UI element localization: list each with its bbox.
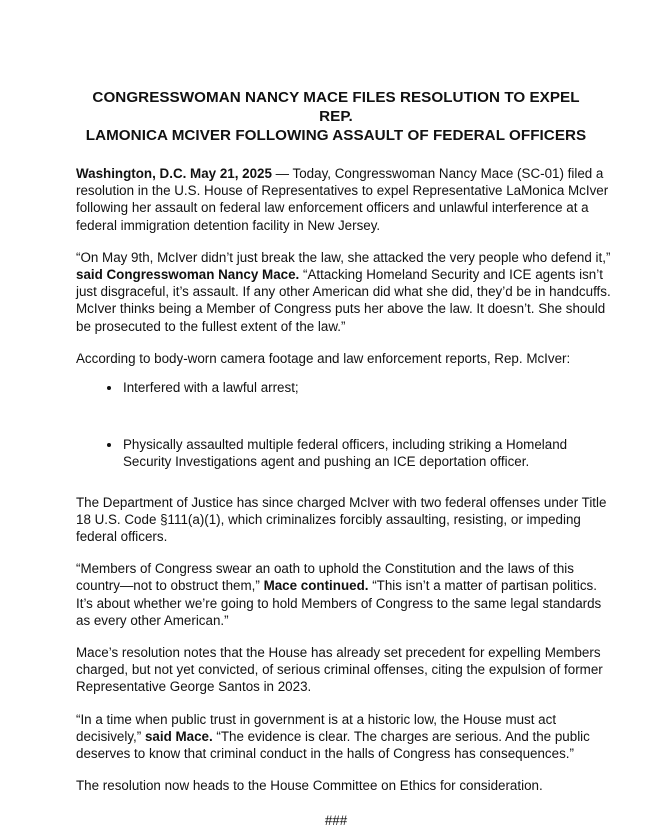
quote3-line-2-text: “The evidence is clear. The charges are serious. And the public (212, 728, 590, 744)
quote3-attribution: said Mace. (144, 728, 213, 744)
doj-paragraph (76, 494, 607, 546)
bullet-2-line-2: Security Investigations agent and pushing an ICE deportation officer. (123, 454, 530, 470)
quote3-line-2 (76, 728, 596, 745)
quote2-line-3: It’s about whether we’re going to hold Members of Congress to the same legal standards (76, 595, 602, 611)
doj-line-1: The Department of Justice has since charged McIver with two federal offenses under Title (76, 494, 607, 510)
quote1-line-4: McIver thinks being a Member of Congress puts her above the law. It doesn’t. She should (76, 301, 606, 317)
precedent-paragraph (76, 644, 603, 696)
evidence-list (76, 379, 596, 471)
quote3-line-1: “In a time when public trust in government is at a historic low, the House must act (76, 711, 557, 727)
closing-paragraph: The resolution now heads to the House Committee on Ethics for consideration. (76, 778, 543, 794)
end-mark: ### (324, 813, 348, 829)
quote1-line-3: just disgraceful, it’s assault. If any other American did what she did, they’d be in handcuffs. (76, 284, 611, 300)
intro-line-1 (76, 165, 604, 182)
quote1-line-5: be prosecuted to the fullest extent of the law.” (76, 318, 346, 334)
precedent-line-3: Representative George Santos in 2023. (76, 679, 312, 695)
quote-paragraph-1 (76, 249, 611, 335)
quote1-attribution: said Congresswoman Nancy Mace. (76, 267, 300, 283)
quote2-line-1: “Members of Congress swear an oath to uphold the Constitution and the laws of this (76, 561, 574, 577)
bullet-1-line-1: Interfered with a lawful arrest; (123, 380, 299, 396)
intro-line-3: following her assault on federal law enforcement officers and unlawful interference at a (76, 200, 589, 216)
quote3-line-2-start: decisively,” (76, 728, 142, 744)
doj-line-3: federal officers. (76, 529, 168, 545)
intro-line-4: federal immigration detention facility in New Jersey. (76, 217, 381, 233)
quote-paragraph-2 (76, 560, 602, 629)
list-item (106, 436, 596, 470)
dateline: Washington, D.C. May 21, 2025 (76, 166, 272, 181)
quote1-line-1: “On May 9th, McIver didn’t just break the law, she attacked the very people who defend it,” (76, 249, 611, 265)
quote2-line-2 (76, 577, 596, 594)
quote2-line-2-start: country—not to obstruct them,” (76, 578, 260, 594)
headline-line-1: CONGRESSWOMAN NANCY MACE FILES RESOLUTION TO EXPEL REP. (92, 89, 580, 125)
list-item (106, 379, 596, 396)
headline (76, 88, 596, 145)
quote2-line-2-text: “This isn’t a matter of partisan politics. (368, 578, 597, 594)
intro-line-2: resolution in the U.S. House of Representatives to expel Representative LaMonica McIver (76, 183, 609, 199)
precedent-line-2: charged, but not yet convicted, of serious criminal offenses, citing the expulsion of former (76, 662, 603, 678)
quote2-line-4: as every other American.” (76, 612, 229, 628)
bullet-2-line-1: Physically assaulted multiple federal officers, including striking a Homeland (123, 437, 568, 453)
doj-line-2: 18 U.S. Code §111(a)(1), which criminalizes forcibly assaulting, resisting, or impeding (76, 511, 581, 527)
quote2-attribution: Mace continued. (263, 578, 369, 594)
intro-line-1-text: — Today, Congresswoman Nancy Mace (SC-01) filed a (271, 166, 604, 181)
quote-paragraph-3 (76, 711, 596, 763)
quote1-line-2 (76, 266, 603, 283)
quote1-line-2-text: “Attacking Homeland Security and ICE agents isn’t (299, 267, 603, 283)
quote3-line-3: deserves to know that criminal conduct in the halls of Congress has consequences.” (76, 746, 574, 762)
evidence-lead: According to body-worn camera footage and law enforcement reports, Rep. McIver: (76, 350, 571, 366)
headline-line-2: LAMONICA MCIVER FOLLOWING ASSAULT OF FEDERAL OFFICERS (85, 127, 587, 144)
precedent-line-1: Mace’s resolution notes that the House has already set precedent for expelling Members (76, 645, 601, 661)
intro-paragraph (76, 165, 609, 234)
